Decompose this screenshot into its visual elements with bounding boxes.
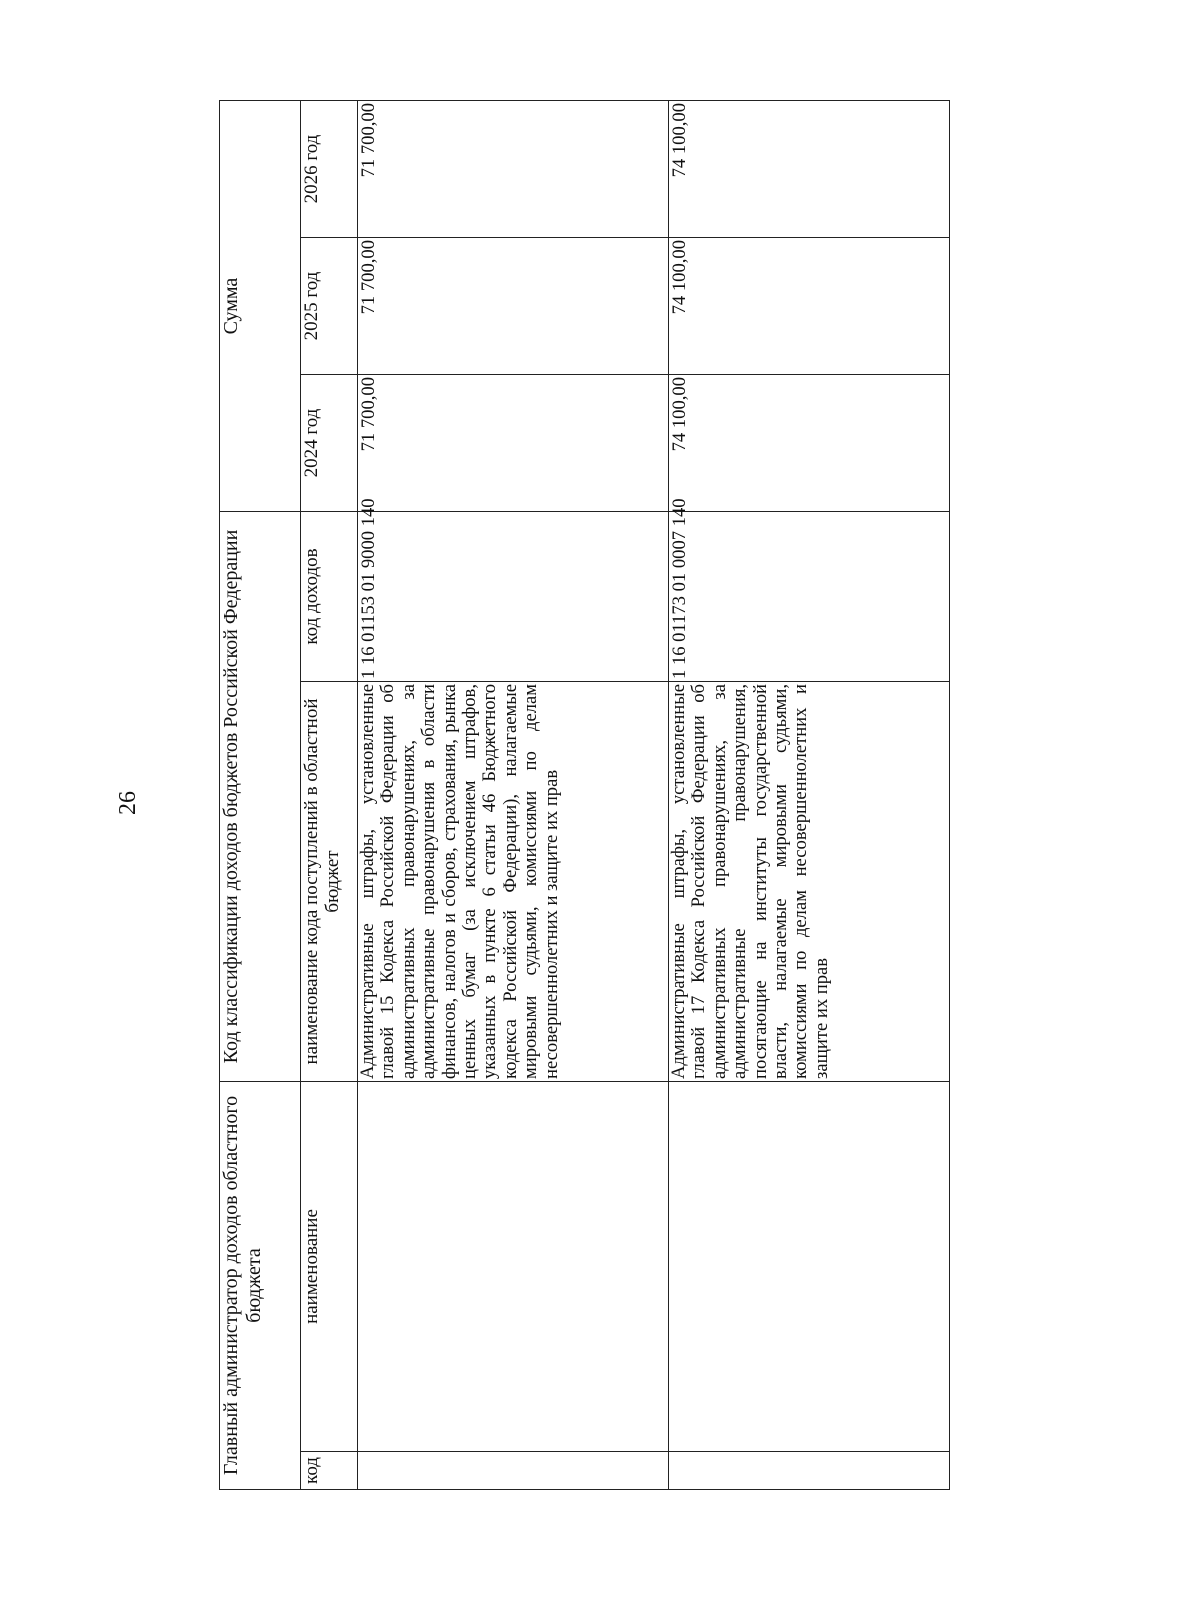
table-row: [358, 101, 669, 1490]
header-admin-group: Главный администратор доходов областного бюджета: [220, 1082, 301, 1490]
row-income-code-cell: 1 16 01153 01 9000 140: [358, 512, 669, 682]
row-income-code-cell: 1 16 01173 01 0007 140: [669, 512, 950, 682]
row-code-cell: [358, 1452, 669, 1490]
header-col-2025: 2025 год: [301, 238, 358, 375]
header-col-admin-name: наименование: [301, 1082, 358, 1452]
row-amount-2024: 71 700,00: [358, 375, 669, 512]
page-number: 26: [115, 791, 141, 815]
header-col-2024: 2024 год: [301, 375, 358, 512]
row-admin-name-cell: [358, 1082, 669, 1452]
header-col-code: код: [301, 1452, 358, 1490]
row-amount-2025: 71 700,00: [358, 238, 669, 375]
revenue-table: [219, 100, 950, 1490]
row-code-cell: [669, 1452, 950, 1490]
row-amount-2025: 74 100,00: [669, 238, 950, 375]
header-col-2026: 2026 год: [301, 101, 358, 238]
row-income-name-cell: Административные штрафы, установленные главой 15 Кодекса Российской Федерации об административных правонарушениях, за административные правонарушения в области финансов, налогов и сборов, страхования, рынка ценных бумаг (за исключением штрафов, указанных в пункте 6 статьи 46 Бюджетного кодекса Российской Федерации), налагаемые мировыми судьями, комиссиями по делам несовершеннолетних и защите их прав: [358, 682, 669, 1082]
header-col-income-code: код доходов: [301, 512, 358, 682]
row-amount-2026: 71 700,00: [358, 101, 669, 238]
row-income-name-cell: Административные штрафы, установленные главой 17 Кодекса Российской Федерации об административных правонарушениях, за административные правонарушения, посягающие на институты государственной власти, налагаемые мировыми судьями, комиссиями по делам несовершеннолетних и защите их прав: [669, 682, 950, 1082]
header-sum-group: Сумма: [220, 101, 301, 512]
row-amount-2026: 74 100,00: [669, 101, 950, 238]
table-row: [669, 101, 950, 1490]
row-amount-2024: 74 100,00: [669, 375, 950, 512]
row-admin-name-cell: [669, 1082, 950, 1452]
rotated-table-container: [219, 100, 1031, 1490]
header-col-income-name: наименование кода поступлений в областной бюджет: [301, 682, 358, 1082]
header-classification-group: Код классификации доходов бюджетов Российской Федерации: [220, 512, 301, 1082]
